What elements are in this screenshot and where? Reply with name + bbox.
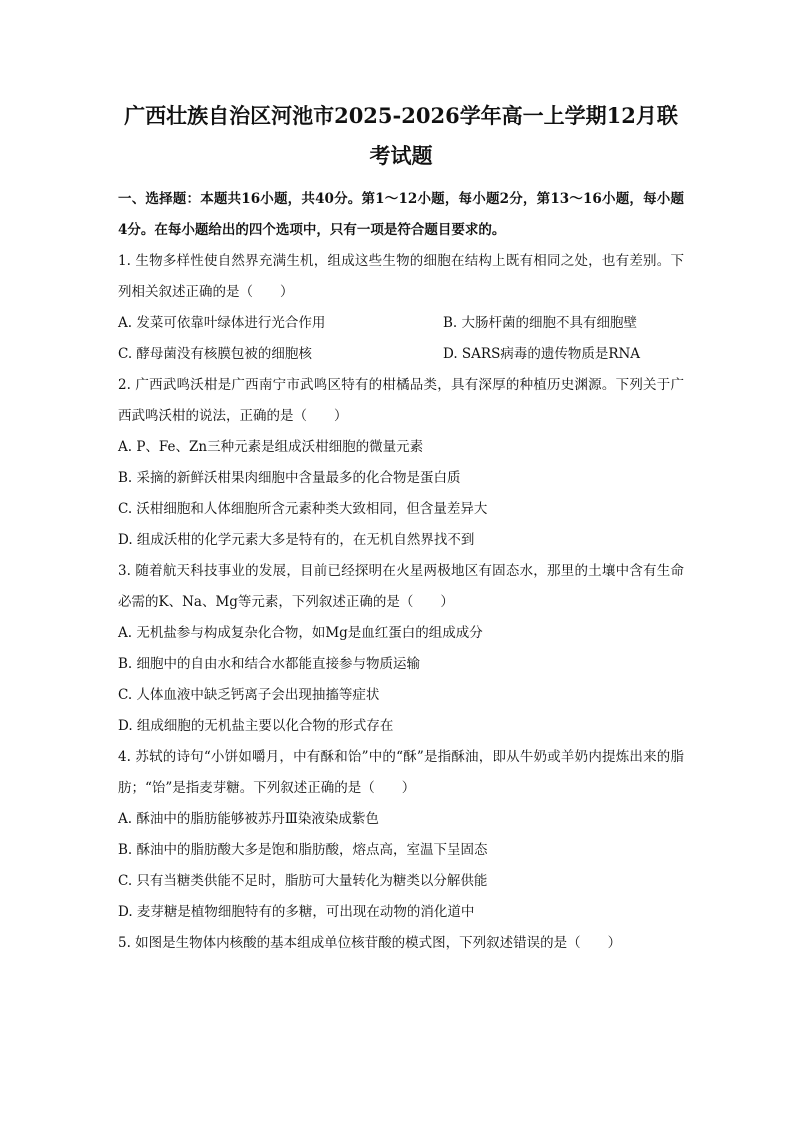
question-3 — [118, 556, 684, 742]
question-stem: 3. 随着航天科技事业的发展，目前已经探明在火星两极地区有固态水，那里的土壤中含有生命必需的K、Na、Mg等元素，下列叙述正确的是（ ） — [118, 563, 684, 610]
question-1 — [118, 246, 684, 370]
option-d: D. SARS病毒的遗传物质是RNA — [443, 346, 641, 362]
question-5 — [118, 928, 684, 959]
option-row — [118, 308, 684, 339]
option-d: D. 组成沃柑的化学元素大多是特有的，在无机自然界找不到 — [118, 532, 475, 548]
question-4 — [118, 742, 684, 928]
option-c: C. 酵母菌没有核膜包被的细胞核 — [118, 346, 312, 362]
option-b: B. 细胞中的自由水和结合水都能直接参与物质运输 — [118, 656, 421, 672]
option-a: A. 酥油中的脂肪能够被苏丹Ⅲ染液染成紫色 — [118, 811, 379, 827]
option-c: C. 沃柑细胞和人体细胞所含元素种类大致相同，但含量差异大 — [118, 501, 488, 517]
question-stem: 4. 苏轼的诗句“小饼如嚼月，中有酥和饴”中的“酥”是指酥油，即从牛奶或羊奶内提炼出来的脂肪；“饴”是指麦芽糖。下列叙述正确的是（ ） — [118, 749, 684, 796]
option-a: A. 发菜可依靠叶绿体进行光合作用 — [118, 315, 326, 331]
option-a: A. P、Fe、Zn三种元素是组成沃柑细胞的微量元素 — [118, 439, 424, 455]
exam-title-line-2: 考试题 — [369, 143, 433, 168]
option-b: B. 大肠杆菌的细胞不具有细胞壁 — [443, 315, 638, 331]
option-d: D. 组成细胞的无机盐主要以化合物的形式存在 — [118, 718, 394, 734]
question-2 — [118, 370, 684, 556]
option-b: B. 采摘的新鲜沃柑果肉细胞中含量最多的化合物是蛋白质 — [118, 470, 461, 486]
exam-title-line-1: 广西壮族自治区河池市2025-2026学年高一上学期12月联 — [124, 103, 678, 128]
question-stem: 1. 生物多样性使自然界充满生机，组成这些生物的细胞在结构上既有相同之处，也有差别。下列相关叙述正确的是（ ） — [118, 253, 684, 300]
option-d: D. 麦芽糖是植物细胞特有的多糖，可出现在动物的消化道中 — [118, 904, 475, 920]
question-stem: 2. 广西武鸣沃柑是广西南宁市武鸣区特有的柑橘品类，具有深厚的种植历史渊源。下列关于广西武鸣沃柑的说法，正确的是（ ） — [118, 377, 684, 424]
option-a: A. 无机盐参与构成复杂化合物，如Mg是血红蛋白的组成成分 — [118, 625, 483, 641]
section-heading: 一、选择题：本题共16小题，共40分。第1～12小题，每小题2分，第13～16小题，每小题4分。在每小题给出的四个选项中，只有一项是符合题目要求的。 — [118, 191, 684, 238]
exam-page — [118, 96, 684, 959]
option-row — [118, 339, 684, 370]
option-c: C. 人体血液中缺乏钙离子会出现抽搐等症状 — [118, 687, 380, 703]
option-b: B. 酥油中的脂肪酸大多是饱和脂肪酸，熔点高，室温下呈固态 — [118, 842, 488, 858]
question-stem: 5. 如图是生物体内核酸的基本组成单位核苷酸的模式图，下列叙述错误的是（ ） — [118, 935, 622, 951]
option-c: C. 只有当糖类供能不足时，脂肪可大量转化为糖类以分解供能 — [118, 873, 488, 889]
